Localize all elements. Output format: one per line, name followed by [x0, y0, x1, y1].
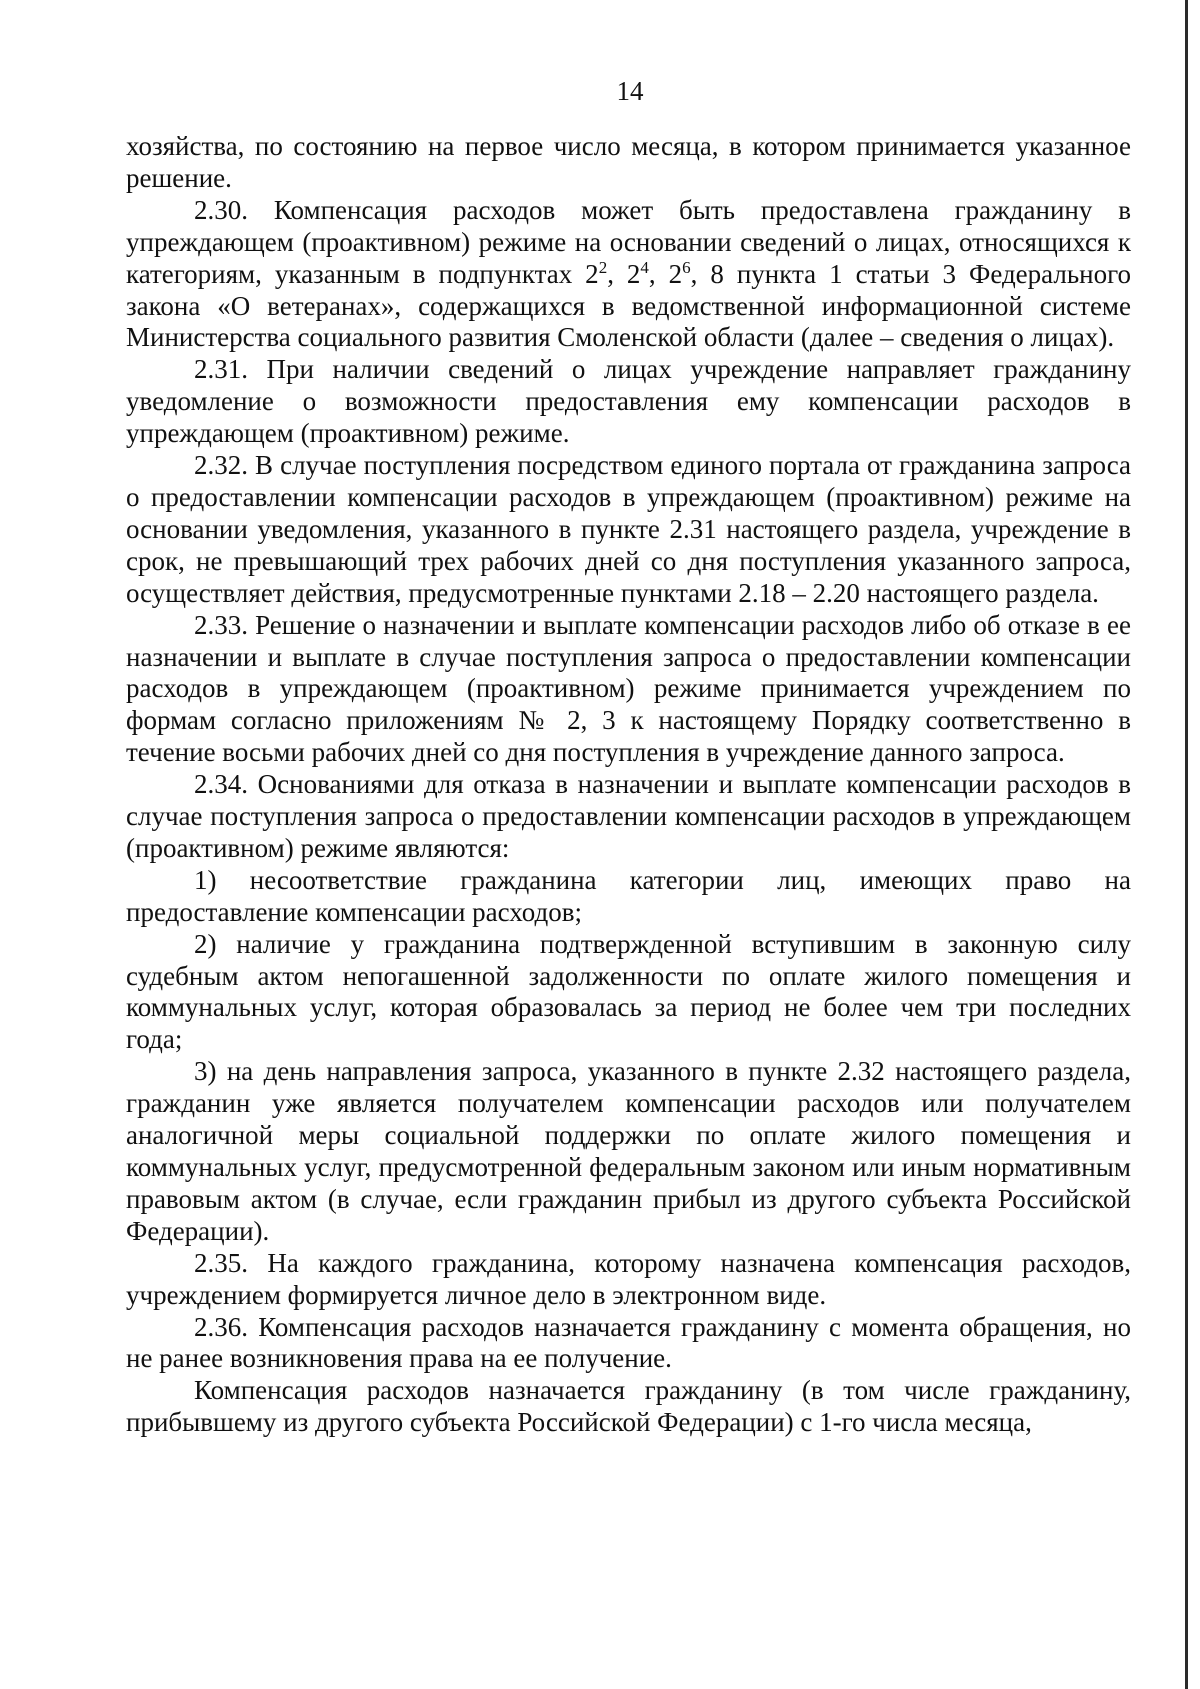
- list-item-1: 1) несоответствие гражданина категории лиц, имеющих право на предоставление компенсации расходов;: [126, 864, 1131, 927]
- paragraph-2-34: 2.34. Основаниями для отказа в назначении и выплате компенсации расходов в случае поступления запроса о предоставлении компенсации расходов в упреждающем (проактивном) режиме являются:: [126, 769, 1131, 863]
- paragraph-continuation: хозяйства, по состоянию на первое число месяца, в котором принимается указанное решение.: [126, 131, 1131, 193]
- page-number: 14: [616, 76, 644, 106]
- paragraph-final: Компенсация расходов назначается гражданину (в том числе гражданину, прибывшему из другого субъекта Российской Федерации) с 1-го числа месяца,: [126, 1375, 1131, 1438]
- paragraph-2-32: 2.32. В случае поступления посредством единого портала от гражданина запроса о предоставлении компенсации расходов в упреждающем (проактивном) режиме на основании уведомления, указанного в пункте 2.31 настоящего раздела, учреждение в срок, не превышающий трех рабочих дней со дня поступления указанного запроса, осуществляет действия, предусмотренные пунктами 2.18 – 2.20 настоящего раздела.: [126, 450, 1131, 608]
- list-item-2: 2) наличие у гражданина подтвержденной вступившим в законную силу судебным актом непогашенной задолженности по оплате жилого помещения и коммунальных услуг, которая образовалась за период не более чем три последних года;: [126, 928, 1131, 1055]
- paragraph-2-36: 2.36. Компенсация расходов назначается гражданину с момента обращения, но не ранее возникновения права на ее получение.: [126, 1311, 1131, 1374]
- paragraph-2-33: 2.33. Решение о назначении и выплате компенсации расходов либо об отказе в ее назначении и выплате в случае поступления запроса о предоставлении компенсации расходов в упреждающем (проактивном) режиме принимается учреждением по формам согласно приложениям № 2, 3 к настоящему Порядку соответственно в течение восьми рабочих дней со дня поступления в учреждение данного запроса.: [126, 609, 1131, 768]
- page-edge-line: [1185, 0, 1188, 1689]
- paragraph-2-35: 2.35. На каждого гражданина, которому назначена компенсация расходов, учреждением формируется личное дело в электронном виде.: [126, 1247, 1131, 1310]
- list-item-3: 3) на день направления запроса, указанного в пункте 2.32 настоящего раздела, гражданин уже является получателем компенсации расходов или получателем аналогичной меры социальной поддержки по оплате жилого помещения и коммунальных услуг, предусмотренной федеральным законом или иным нормативным правовым актом (в случае, если гражданин прибыл из другого субъекта Российской Федерации).: [126, 1056, 1131, 1246]
- paragraph-2-31: 2.31. При наличии сведений о лицах учреждение направляет гражданину уведомление о возможности предоставления ему компенсации расходов в упреждающем (проактивном) режиме.: [126, 354, 1131, 449]
- document-body: [126, 131, 1131, 1439]
- paragraph-2-30: 2.30. Компенсация расходов может быть предоставлена гражданину в упреждающем (проактивном) режиме на основании сведений о лицах, относящихся к категориям, указанным в подпунктах $2^2$, $2^4$, $2^6$, 8 пункта 1 статьи 3 Федерального закона «О ветеранах», содержащихся в ведомственной информационной системе Министерства социального развития Смоленской области (далее – сведения о лицах).: [126, 194, 1132, 353]
